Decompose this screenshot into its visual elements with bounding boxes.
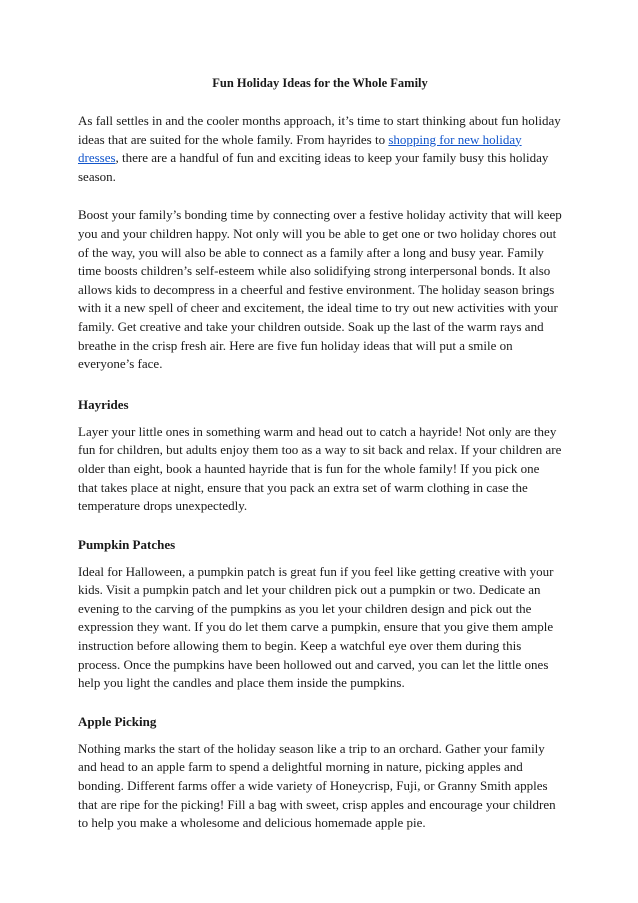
section-apple-picking — [78, 713, 562, 833]
section-heading: Apple Picking — [78, 713, 157, 729]
intro-text-after-link: , there are a handful of fun and exciting ideas to keep your family busy this holiday season. — [78, 150, 549, 184]
section-hayrides — [78, 396, 562, 516]
document-page — [78, 74, 562, 853]
intro-paragraph — [78, 112, 562, 186]
shopping-holiday-dresses-link[interactable]: shopping for new holiday dresses — [78, 131, 522, 166]
section-heading: Pumpkin Patches — [78, 536, 176, 552]
document-title: Fun Holiday Ideas for the Whole Family — [212, 76, 428, 90]
section-text: Nothing marks the start of the holiday season like a trip to an orchard. Gather your family and head to an apple farm to spend a delightful morning in nature, picking apples and bonding. Different farms offer a wide variety of Honeycrisp, Fuji, or Granny Smith apples that are ripe for the picking! Fill a bag with sweet, crisp apples and encourage your children to help you make a wholesome and delicious homemade apple pie. — [78, 740, 556, 831]
section-text: Layer your little ones in something warm and head out to catch a hayride! Not only are they fun for children, but adults enjoy them too as a way to sit back and relax. If your children are older than eight, book a haunted hayride that is fun for the whole family! If you pick one that takes place at night, ensure that you pack an extra set of warm clothing in case the temperature drops unexpectedly. — [78, 423, 562, 514]
body-paragraph: Boost your family’s bonding time by connecting over a festive holiday activity that will keep you and your children happy. Not only will you be able to get one or two holiday chores out of the way, you will also be able to connect as a family after a long and busy year. Family time boosts children’s self-esteem while also solidifying strong interpersonal bonds. It also allows kids to decompress in a cheerful and festive environment. The holiday season brings with it a new spell of cheer and excitement, the ideal time to try out new activities with your family. Get creative and take your children outside. Soak up the last of the warm rays and breathe in the crisp fresh air. Here are five fun holiday ideas that will put a smile on everyone’s face. — [78, 207, 562, 372]
intro-text-before-link: As fall settles in and the cooler months approach, it’s time to start thinking about fun holiday ideas that are suited for the whole family. From hayrides to — [78, 113, 561, 147]
section-pumpkin-patches — [78, 536, 562, 693]
section-text: Ideal for Halloween, a pumpkin patch is great fun if you feel like getting creative with your kids. Visit a pumpkin patch and let your children pick out a pumpkin or two. Dedicate an evening to the carving of the pumpkins as you let your children design and pick out the expression they want. If you do let them carve a pumpkin, ensure that you give them ample instruction before allowing them to begin. Keep a watchful eye over them during this process. Once the pumpkins have been hollowed out and carved, you can let the little ones help you light the candles and place them inside the pumpkins. — [78, 563, 554, 691]
section-heading: Hayrides — [78, 396, 129, 412]
